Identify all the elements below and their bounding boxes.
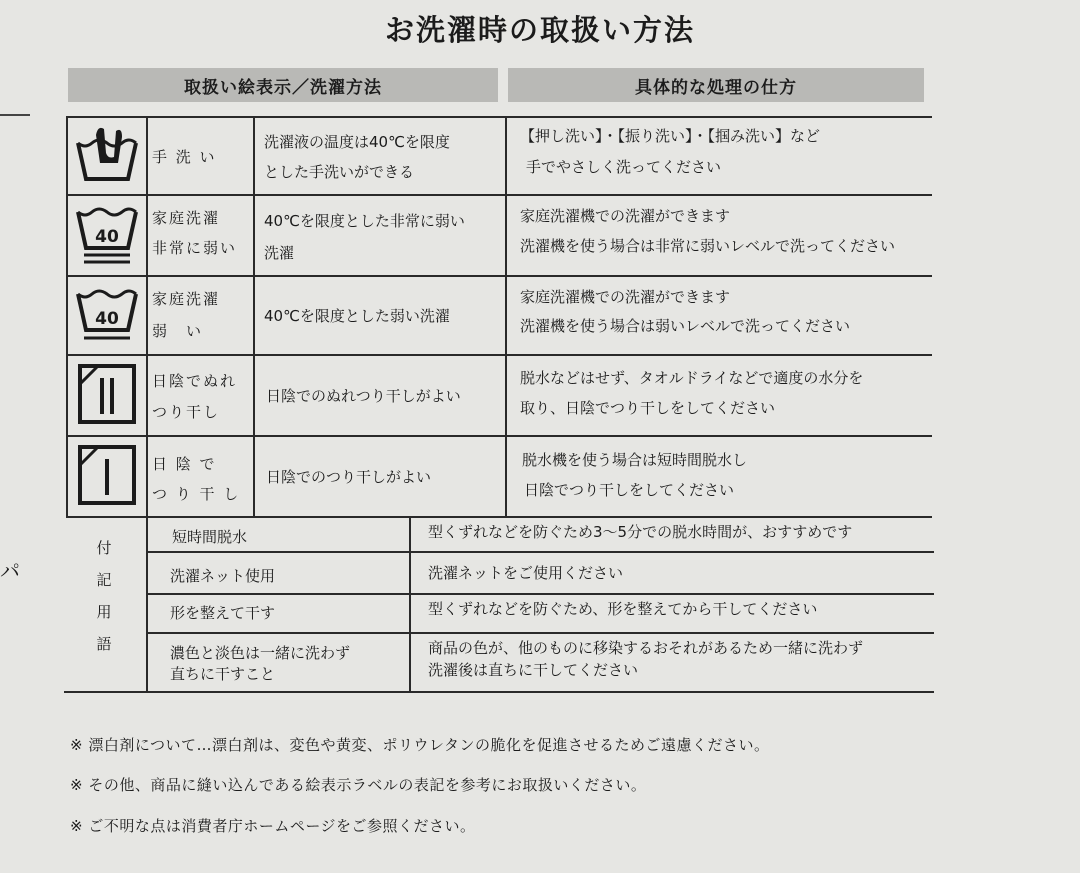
note-desc: 洗濯後は直ちに干してください	[428, 661, 639, 679]
row-method-line: 洗濯液の温度は40℃を限度	[264, 133, 450, 151]
note-term: 直ちに干すこと	[170, 665, 276, 683]
svg-text:40: 40	[95, 227, 119, 247]
col-divider	[66, 116, 68, 516]
drip-dry-shade-icon	[72, 362, 142, 432]
footnote-label-reference: ※ その他、商品に縫い込んである絵表示ラベルの表記を参考にお取扱いください。	[70, 776, 647, 794]
row-label: 日陰でぬれ	[152, 372, 238, 390]
footnote-bleach: ※ 漂白剤について…漂白剤は、変色や黄変、ポリウレタンの脆化を促進させるためご遠慮ください。	[70, 736, 770, 754]
row-divider	[146, 632, 934, 634]
row-divider	[66, 275, 932, 277]
row-method-line: 洗濯	[264, 244, 295, 262]
row-detail-line: 取り、日陰でつり干しをしてください	[520, 399, 776, 417]
note-desc: 型くずれなどを防ぐため3～5分での脱水時間が、おすすめです	[428, 523, 853, 541]
note-desc: 型くずれなどを防ぐため、形を整えてから干してください	[428, 600, 818, 618]
note-desc: 商品の色が、他のものに移染するおそれがあるため一緒に洗わず	[428, 639, 864, 657]
row-detail-line: 洗濯機を使う場合は弱いレベルで洗ってください	[520, 317, 851, 335]
row-label: 手 洗 い	[152, 148, 217, 166]
note-term: 洗濯ネット使用	[170, 567, 276, 585]
row-method-line: 日陰でのつり干しがよい	[266, 468, 432, 486]
row-detail-line: 【押し洗い】・【振り洗い】・【掴み洗い】など	[520, 127, 821, 145]
row-detail-line: 家庭洗濯機での洗濯ができます	[520, 207, 731, 225]
row-divider	[66, 516, 932, 518]
left-edge-char: パ	[0, 559, 20, 583]
hand-wash-icon	[72, 123, 142, 193]
row-label: 日 陰 で	[152, 455, 217, 473]
row-method-line: とした手洗いができる	[264, 163, 415, 181]
row-label: つり干し	[152, 403, 221, 421]
row-divider	[66, 435, 932, 437]
row-divider	[66, 116, 932, 118]
row-divider	[146, 593, 934, 595]
row-detail-line: 手でやさしく洗ってください	[526, 158, 722, 176]
header-treatment: 具体的な処理の仕方	[508, 68, 924, 102]
note-term: 形を整えて干す	[170, 604, 276, 622]
page-title: お洗濯時の取扱い方法	[384, 13, 695, 47]
row-divider	[64, 691, 934, 693]
row-method-line: 40℃を限度とした非常に弱い	[264, 212, 465, 230]
row-method-line: 日陰でのぬれつり干しがよい	[266, 387, 461, 405]
row-divider	[146, 551, 934, 553]
row-divider	[66, 194, 932, 196]
col-divider	[146, 116, 148, 516]
notes-label: 付 記 用 語	[96, 539, 112, 653]
col-divider	[146, 516, 148, 693]
row-detail-line: 脱水機を使う場合は短時間脱水し	[522, 451, 748, 469]
row-label: つ り 干 し	[152, 485, 241, 503]
row-label: 家庭洗濯	[152, 290, 221, 308]
row-detail-line: 洗濯機を使う場合は非常に弱いレベルで洗ってください	[520, 237, 896, 255]
note-term: 濃色と淡色は一緒に洗わず	[170, 644, 351, 662]
machine-wash-40-very-gentle-icon	[72, 202, 142, 272]
row-detail-line: 脱水などはせず、タオルドライなどで適度の水分を	[520, 369, 864, 387]
svg-text:40: 40	[95, 309, 119, 329]
machine-wash-40-gentle-icon	[72, 282, 142, 352]
row-label: 弱 い	[152, 322, 204, 340]
col-divider	[505, 116, 507, 516]
note-desc: 洗濯ネットをご使用ください	[428, 564, 624, 582]
header-symbol-method: 取扱い絵表示／洗濯方法	[68, 68, 498, 102]
row-label: 家庭洗濯	[152, 209, 221, 227]
line-dry-shade-icon	[72, 443, 142, 513]
col-divider	[409, 516, 411, 693]
row-method-line: 40℃を限度とした弱い洗濯	[264, 307, 450, 325]
footnote-consumer-agency: ※ ご不明な点は消費者庁ホームページをご参照ください。	[70, 817, 476, 835]
row-detail-line: 日陰でつり干しをしてください	[524, 481, 735, 499]
left-edge-rule	[0, 114, 30, 116]
row-detail-line: 家庭洗濯機での洗濯ができます	[520, 288, 731, 306]
note-term: 短時間脱水	[172, 528, 248, 546]
row-divider	[66, 354, 932, 356]
row-label: 非常に弱い	[152, 239, 238, 257]
col-divider	[253, 116, 255, 516]
